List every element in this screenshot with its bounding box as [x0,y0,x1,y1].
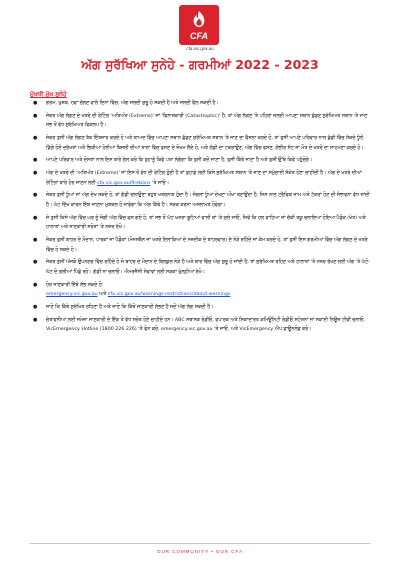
list-item-text: ਚੇਤਾਵਨੀਆਂ ਲਈ ਜਮੇਜ਼ਾ ਜਾਣਕਾਰੀ ਦੇ ਇੱਕ ਤੋਂ ਵੱਧ ਸਰੋਤ ਹੋਣੇ ਚਾਹੀਦੇ ਹਨ। ABC ਸਥਾਨਕ ਰੇਡੀਓ, ਵਪਾਰਕ ਅਤੇ ਸਿਕਾਦਾਰਤ ਕਮਿਊਨਿਟੀ ਰੇਡੀਓ ਸਟੇਸ਼ਨਾਂ ਜਾਂ ਸਕਾਈ ਨਿਊਜ਼ ਟੀਵੀ ਚਲਾਓ, VicEmergency Hotline (1800 226 226) 'ਤੇ ਫੋਨ ਕਰੋ, emergency.vic.gov.au 'ਤੇ ਜਾਓ, ਅਤੇ VicEmergency ਐਪ ਡਾਊਨਲੋਡ ਕਰੋ। [46,317,365,333]
list-item-text: ਜੇਕਰ ਤੁਸੀਂ ਅੱਗ ਲੱਗਣ ਤੱਕ ਇੰਤਜ਼ਾਰ ਕਰਦੇ ਹੋ ਅਤੇ ਬਾਅਦ ਵਿੱਚ ਆਪਣਾ ਸਥਾਨ ਛੱਡਣ ਸੁਰੱਖਿਅਤ ਸਥਾਨ 'ਤੇ ਜਾਣ ਦਾ ਫੈਸਲਾ ਕਰਦੇ ਹੋ, ਤਾਂ ਤੁਸੀਂ ਆਪਣੇ ਪਰਿਵਾਰ ਨਾਲ ਛੱਡੀ ਵਿੱਚ ਸੱਕਦੇ ਧੂੰਏਂ, ਡਿੱਗੇ ਹੋਏ ਦਰੱਖਤਾਂ ਅਤੇ ਭਿੜੀਆਂ ਹੋਈਆਂ ਬਿਜਲੀ ਦੀਆਂ ਤਾਰਾਂ ਵਿੱਚ ਫਸਣ ਦੇ ਜੋਖਮ ਲੈਂਦੇ ਹੋ, ਅਤੇ ਗੱਡੀ ਦਾ ਟਕਰਾਉਣ, ਅੱਗ ਵਿੱਚ ਫਸਣ, ਗੰਭੀਰ ਸੱਟ ਜਾਂ ਮੌਤ ਦੇ ਖਤਰੇ ਦਾ ਸਾਹਮਣਾ ਕਰਦੇ ਹੋ। [46,136,365,151]
bullet-icon: ● [33,237,38,244]
list-item [30,134,370,153]
list-item [30,156,370,166]
list-item [30,214,370,233]
list-item-text: ਜਾਣੋ ਕਿ ਕਿੱਥੇ ਸੁਰੱਖਿਤ ਰਹਿਣਾ ਹੈ ਅਤੇ ਜਾਣੋ ਕਿ ਕਿੱਥੋਂ ਜਾਣਕਾਰੀ ਲੱਭਣ ਹੈ ਜਦੋਂ ਅੱਗ ਲੱਗ ਸਕਦੀ ਹੈ। [46,304,214,310]
list-item-text: ਜੇਕਰ ਤੁਸੀਂ ਅੱਜਕੋ ਉਪਨਗਰ ਵਿੱਚ ਰਹਿੰਦੇ ਹੋ ਜੋ ਬਾਹਰ ਦੇ ਮੌਦਾਨ ਦੇ ਬਿਲਕੁਲ ਨੇੜੇ ਹੈ ਅਤੇ ਥਾਰ ਵਿੱਚ ਅੱਗ ਸ਼ੁਰੂ ਹੋ ਜਾਂਦੀ ਹੈ, ਤਾਂ ਸੁਰੱਖਿਅਤ ਰਹਿਣ ਅਤੇ ਹਾਲਾਤਾਂ 'ਤੇ ਨਜ਼ਰ ਰੱਖਣ ਲਈ ਅੱਗ 'ਤੇ ਘੱਟੋ-ਘੱਟ ਦੋ ਗਲੀਆਂ ਪਿੱਛੇ ਰਹੋ। ਗੱਡੀ ਨਾ ਚਲਾਓ। ਐਮਰਜੈਂਸੀ ਸੇਵਾਵਾਂ ਲਈ ਸੜਕਾਂ ਖੁੱਲ੍ਹੀਆਂ ਰੱਖੋ। [46,260,370,275]
emergency-link[interactable]: emergency.vic.gov.au [46,292,98,298]
list-item-text: ਜੇਕਰ ਅੱਗ ਲੱਗਣ ਦੇ ਖਤਰੇ ਦੀ ਰੇਟਿੰਗ 'ਅਤਿਅੰਤ (Extreme)' ਜਾਂ 'ਵਿਨਾਸ਼ਕਾਰੀ (Catastrophic)' ਹੈ, ਤਾਂ ਅੱਗ ਲੱਗਣ 'ਤੇ ਪਹਿਲਾਂ ਜਲਦੀ ਆਪਣਾ ਸਥਾਨ ਛੱਡਣ ਸੁਰੱਖਿਅਤ ਸਥਾਨ 'ਤੇ ਜਾਣ ਸਭ ਤੋਂ ਵੱਧ ਸੁਰੱਖਿਅਤ ਵਿਕਲਪ ਹੈ। [46,113,368,129]
bullet-list [30,99,370,338]
list-item [30,99,370,109]
list-item-text: ਜੇਕਰ ਤੁਸੀਂ ਬਾਹਰ ਦੇ ਮੌਦਾਨ, ਪਾਰਕਾਂ ਜਾਂ ਪੈਡੌਕਾਂ (ਮੌਜਸਥੈਨ ਜਾਂ ਖਤਰੇ ਇਲਾਕਿਆਂ ਦੇ ਨਜ਼ਦੀਕ ਦੇ ਬਾਹਰਵਾਰ) ਦੇ ਨੇੜੇ ਰਹਿੰਦੇ ਜਾਂ ਕੰਮ ਕਰਦੇ ਹੋ, ਤਾਂ ਤੁਸੀਂ ਇਸ ਗਰਮੀਆਂ ਵਿੱਚ ਅੱਗ ਲੱਗਣ ਦੇ ਖਤਰੇ ਵਿੱਚ ਹੋ ਸਕਦੇ ਹੋ। [46,238,368,253]
footer-tagline: OUR COMMUNITY • OUR CFA [157,549,243,554]
list-item [30,236,370,255]
bullet-icon: ● [33,112,38,119]
list-item-text: ਅੱਗ ਦੇ ਖਤਰੇ ਦੀ 'ਅਤਿਅੰਤ (Extreme)' ਜਾਂ ਇਸ ਤੋਂ ਵੱਧ ਦੀ ਰੇਟਿੰਗ ਹੁੰਦੀ ਹੈ ਤਾਂ ਤੁਹਾਡੇ ਲਈ ਕਿਸੇ ਸੁਰੱਖਿਅਤ ਸਥਾਨ 'ਤੇ ਜਾਣ ਦਾ ਸਮੁੱਚਾਈ ਸੰਕੇਤ ਹੋਣਾ ਚਾਹੀਦੀ ਹੈ। ਅੱਗ ਦੇ ਖਤਰੇ ਦੀਆਂ ਰੇਟਿੰਗਾਂ ਬਾਰੇ ਹੋਰ ਜਾਣਨ ਲਈ [46,171,362,186]
list-item-text: ਜੇਕਰ ਤੁਸੀਂ ਧੂੰਆਂ ਜਾਂ ਅੱਗ ਦੇਖ ਸਕਦੇ ਹੋ, ਤਾਂ ਗੱਡੀ ਚਲਾਉਣਾ ਬਹੁਤ ਖਤਰਨਾਕ ਹੁੰਦਾ ਹੈ। ਜੰਗਲਾ ਧੂੰਆਂ ਦੇਖਣਾ ਔਖਾ ਬਣਾਉਂਦਾ ਹੈ, ਜਿਸ ਨਾਲ ਟ੍ਰੈਫਿਕ ਜਾਮ ਅਤੇ ਟੱਕਰਾਂ ਹੋਣ ਦੀ ਸੰਭਾਵਨਾ ਵੱਧ ਜਾਂਦੀ ਹੈ। ਘੱਟ ਦਿੱਖ ਕਾਰਨ ਇੱਥ ਜਾਣਨਾ ਮੁਸ਼ਕਲ ਹੋ ਜਾਵੇਗਾ ਕਿ ਅੱਗ ਕਿੱਥੇ ਹੈ। ਸੜਕ ਕਰਨਾ ਅਸਲਾਮਤ ਹੋਵੇਗਾ। [46,193,370,208]
list-item [30,169,370,188]
list-item [30,258,370,277]
footer-divider [30,543,370,544]
website-address: cfa.vic.gov.au [186,46,214,51]
list-item-text-mid: ਅਤੇ [97,292,108,298]
bullet-icon: ● [33,135,38,142]
bullet-icon: ● [33,100,38,106]
list-item-text: ਆਪਣੇ ਪਰਿਵਾਰ ਅਤੇ ਦੋਸਤਾਂ ਨਾਲ ਇਸ ਬਾਰੇ ਗੱਲ ਕਰੋ ਕਿ ਤੁਹਾਨੂੰ ਕਿਵੇਂ ਪਤਾ ਲੱਗੇਗਾ ਕਿ ਤੁਸੀਂ ਕਦੋਂ ਜਾਣਾ ਹੈ, ਤੁਸੀਂ ਕਿੱਥੇ ਜਾਣਾ ਹੈ ਅਤੇ ਤੁਸੀਂ ਉੱਥੇ ਕਿਵੇਂ ਪਹੁੰਚੋਗੇ। [46,158,313,164]
list-item [30,316,370,335]
bullet-icon: ● [33,281,38,288]
bullet-icon: ● [33,303,38,310]
warnings-link[interactable]: cfa.vic.gov.au/warnings-restrictions/about-warnings [107,292,231,298]
list-item [30,281,370,300]
page-title: ਅੱਗ ਸੁਰੱਖਿਆ ਸੁਨੇਹੇ - ਗਰਮੀਆਂ 2022 - 2023 [81,57,319,72]
list-item [30,112,370,131]
bullet-icon: ● [33,214,38,221]
bullet-icon: ● [33,192,38,199]
list-item [30,191,370,210]
list-item-text: ਹੋਰ ਜਾਣਕਾਰੀ ਇੱਥੇ ਲੱਭ ਸਕਦੇ ਹੋ: [46,282,104,288]
bullet-icon: ● [33,170,38,177]
list-item-text: ਗਰਮ, ਖੁਸ਼ਕ, ਹਵਾ ਚੱਲਣ ਵਾਲੇ ਦਿਨਾਂ ਵਿੱਚ, ਅੱਗ ਜਲਦੀ ਸ਼ੁਰੂ ਹੋ ਸਕਦੀ ਹੈ ਅਤੇ ਜਲਦੀ ਫੈਲ ਸਕਦੀ ਹੈ। [46,101,219,106]
list-item-text-end: 'ਤੇ ਜਾਓ। [150,180,169,186]
firebans-link[interactable]: cfa.vic.gov.au/firebans [97,180,151,186]
list-item-text: ਜੇ ਤੁਸੀਂ ਕਿਸੇ ਅੱਗ ਵਿੱਚ ਘਰ ਨੂੰ ਜੰਗੀ ਅੱਗ ਵਿੱਚ ਫਸ ਗਏ ਹੋ, ਤਾਂ ਸਭ ਤੋਂ ਘੱਟ ਖ਼ਤਰਾ-ਬੂਟਿਆਂ ਵਾਲੀ ਥਾਂ 'ਤੇ ਚਲੇ ਜਾਓ, ਜਿਵੇਂ ਕਿ ਹਲ ਵਾਹਿਆ ਜਾਂ ਚੱਕੀ ਤਕੂ ਚਲਾਇਆ ਹੋਇਆ ਪੈਡੌਕ (ਖੇਤ) ਅਤੇ ਹਾਲਾਤਾਂ ਅਤੇ ਜਾਣਕਾਰੀ ਸਰੋਤਾਂ 'ਤੇ ਨਜ਼ਰ ਰੱਖੋ। [46,215,366,231]
flame-icon [190,10,208,28]
bullet-icon: ● [33,259,38,266]
bullet-icon: ● [33,157,38,164]
bullet-icon: ● [33,316,38,323]
logo-text: CFA [190,31,208,41]
list-item [30,303,370,313]
cfa-logo [179,5,219,45]
section-heading: ਮੁੱਖਧੀ ਮੁੱਖ ਸੁਨੇਹੇ [30,91,67,98]
